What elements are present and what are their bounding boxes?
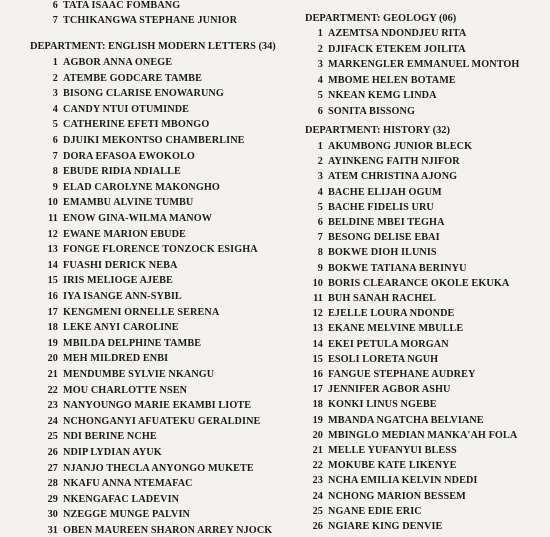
entry-name: EKEI PETULA MORGAN — [328, 338, 449, 350]
entry-name: AGBOR ANNA ONEGE — [63, 57, 173, 68]
entry-number: 6 — [317, 217, 323, 228]
entry-number: 31 — [47, 525, 58, 536]
entry-name: MENDUMBE SYLVIE NKANGU — [63, 369, 215, 380]
entry-number: 9 — [52, 181, 58, 193]
list-item — [305, 445, 457, 457]
entry-number: 1 — [317, 141, 323, 152]
entry-name: FANGUE STEPHANE AUDREY — [328, 369, 476, 380]
entry-name: IRIS MELIOGE AJEBE — [63, 275, 173, 287]
entry-number: 18 — [47, 322, 58, 334]
list-item — [305, 506, 422, 518]
list-item — [305, 384, 450, 396]
list-item — [305, 187, 442, 199]
entry-name: ATEM CHRISTINA AJONG — [328, 171, 458, 183]
entry-number: 5 — [317, 201, 323, 213]
list-item — [305, 141, 472, 153]
list-item — [31, 447, 162, 459]
entry-name: AYINKENG FAITH NJIFOR — [328, 156, 460, 168]
list-item — [31, 525, 272, 537]
entry-name: NCHA EMILIA KELVIN NDEDI — [328, 475, 478, 487]
entry-name: EMAMBU ALVINE TUMBU — [63, 197, 194, 209]
entry-name: FUASHI DERICK NEBA — [63, 259, 178, 271]
list-item — [31, 509, 190, 521]
list-item — [31, 478, 193, 490]
entry-name: NKAFU ANNA NTEMAFAC — [63, 478, 193, 490]
list-item — [31, 307, 219, 319]
entry-number: 11 — [313, 293, 323, 304]
entry-name: BOKWE TATIANA BERINYU — [328, 262, 467, 274]
entry-number: 30 — [47, 509, 58, 521]
list-item — [305, 399, 437, 411]
list-item — [305, 430, 517, 442]
entry-number: 25 — [47, 431, 58, 443]
list-item — [31, 431, 157, 443]
list-item — [38, 0, 180, 12]
entry-number: 4 — [317, 74, 323, 86]
entry-name: EWANE MARION EBUDE — [63, 228, 186, 240]
entry-name: NKENGAFAC LADEVIN — [63, 493, 180, 505]
entry-name: EBUDE RIDIA NDIALLE — [63, 166, 181, 178]
entry-name: TATA ISAAC FOMBANG — [63, 0, 181, 11]
entry-number: 10 — [47, 197, 58, 209]
entry-number: 4 — [52, 103, 58, 115]
entry-number: 21 — [47, 369, 58, 380]
entry-number: 16 — [312, 369, 323, 380]
entry-name: EKANE MELVINE MBULLE — [328, 323, 464, 335]
list-item — [31, 135, 245, 147]
entry-name: NJANJO THECLA ANYONGO MUKETE — [63, 462, 254, 474]
entry-name: ATEMBE GODCARE TAMBE — [63, 72, 202, 84]
list-item — [31, 166, 181, 178]
entry-number: 11 — [48, 213, 58, 224]
entry-name: JENNIFER AGBOR ASHU — [328, 384, 451, 396]
list-item — [305, 171, 457, 183]
list-item — [305, 28, 466, 40]
entry-number: 25 — [312, 505, 323, 517]
entry-number: 7 — [317, 232, 323, 244]
list-item — [31, 260, 177, 272]
entry-name: NGANE EDIE ERIC — [328, 505, 422, 517]
entry-number: 13 — [312, 323, 323, 335]
entry-number: 13 — [47, 244, 58, 256]
entry-name: NCHONGANYI AFUATEKU GERALDINE — [63, 415, 261, 427]
entry-name: NKEAN KEMG LINDA — [328, 90, 437, 101]
entry-number: 6 — [317, 105, 323, 117]
entry-name: KENGMENI ORNELLE SERENA — [63, 306, 220, 318]
entry-number: 21 — [312, 445, 323, 456]
entry-name: MEH MILDRED ENBI — [63, 353, 169, 365]
list-item — [31, 182, 220, 194]
entry-number: 17 — [47, 306, 58, 318]
list-item — [31, 213, 212, 225]
entry-name: MBANDA NGATCHA BELVIANE — [328, 414, 484, 426]
list-item — [305, 460, 457, 472]
entry-name: NANYOUNGO MARIE EKAMBI LIOTE — [63, 400, 252, 412]
list-item — [31, 73, 202, 85]
list-item — [31, 197, 193, 209]
entry-name: NZEGGE MUNGE PALVIN — [63, 509, 190, 521]
entry-name: EJELLE LOURA NDONDE — [328, 308, 455, 320]
entry-number: 16 — [47, 291, 58, 302]
entry-name: MBINGLO MEDIAN MANKA'AH FOLA — [328, 429, 518, 441]
entry-number: 3 — [317, 59, 323, 70]
entry-name: MBILDA DELPHINE TAMBE — [63, 337, 202, 349]
entry-number: 23 — [312, 475, 323, 487]
list-item — [31, 338, 201, 350]
entry-number: 19 — [312, 414, 323, 426]
list-item — [305, 90, 437, 102]
list-item — [31, 400, 251, 412]
entry-number: 29 — [47, 493, 58, 505]
entry-name: ENOW GINA-WILMA MANOW — [63, 213, 213, 224]
entry-number: 15 — [47, 275, 58, 287]
entry-name: DJUIKI MEKONTSO CHAMBERLINE — [63, 135, 245, 146]
entry-name: DJIFACK ETEKEM JOILITA — [328, 43, 466, 55]
entry-number: 26 — [312, 521, 323, 532]
list-item — [31, 151, 195, 163]
entry-number: 8 — [317, 247, 323, 259]
entry-name: CATHERINE EFETI MBONGO — [63, 119, 210, 131]
entry-number: 6 — [52, 0, 58, 11]
entry-number: 27 — [47, 462, 58, 474]
list-item — [305, 354, 438, 366]
entry-number: 3 — [52, 88, 58, 100]
list-item — [305, 323, 463, 335]
entry-name: AKUMBONG JUNIOR BLECK — [328, 141, 473, 152]
list-item — [305, 293, 436, 305]
list-item — [31, 104, 189, 116]
entry-name: ELAD CAROLYNE MAKONGHO — [63, 181, 220, 193]
list-item — [31, 353, 168, 365]
entry-number: 18 — [312, 399, 323, 411]
list-item — [31, 57, 172, 69]
entry-number: 17 — [312, 384, 323, 396]
entry-name: CANDY NTUI OTUMINDE — [63, 103, 190, 115]
entry-number: 2 — [52, 72, 58, 84]
list-item — [31, 291, 182, 303]
list-item — [31, 416, 260, 428]
entry-name: AZEMTSA NDONDJEU RITA — [328, 28, 467, 39]
list-item — [305, 263, 467, 275]
entry-name: BACHE FIDELIS URU — [328, 201, 434, 213]
entry-number: 24 — [312, 490, 323, 502]
list-item — [31, 244, 258, 256]
list-item — [31, 88, 224, 100]
entry-name: BOKWE DIOH ILUNIS — [328, 247, 437, 259]
list-item — [31, 322, 179, 334]
entry-name: SONITA BISSONG — [328, 105, 415, 117]
entry-number: 4 — [317, 186, 323, 198]
list-item — [31, 229, 186, 241]
entry-name: BESONG DELISE EBAI — [328, 232, 440, 244]
list-item — [305, 59, 519, 71]
entry-number: 1 — [52, 57, 58, 68]
entry-number: 22 — [47, 384, 58, 396]
entry-name: NDIP LYDIAN AYUK — [63, 447, 162, 458]
list-item — [305, 475, 478, 487]
list-item — [31, 275, 173, 287]
entry-name: BACHE ELIJAH OGUM — [328, 186, 442, 198]
list-item — [305, 491, 466, 503]
entry-number: 24 — [47, 415, 58, 427]
entry-name: NGIARE KING DENVIE — [328, 521, 443, 532]
list-item — [305, 202, 434, 214]
list-item — [305, 247, 437, 259]
list-item — [305, 415, 484, 427]
entry-name: MOU CHARLOTTE NSEN — [63, 384, 188, 396]
entry-number: 7 — [52, 15, 58, 26]
entry-number: 28 — [47, 478, 58, 490]
entry-number: 3 — [317, 171, 323, 183]
entry-number: 9 — [317, 262, 323, 274]
entry-number: 5 — [317, 90, 323, 101]
list-item — [31, 369, 214, 381]
list-item — [305, 156, 460, 168]
list-item — [31, 385, 187, 397]
list-item — [305, 232, 440, 244]
list-item — [305, 369, 475, 381]
entry-name: DORA EFASOA EWOKOLO — [63, 150, 195, 162]
entry-number: 1 — [317, 28, 323, 39]
list-item — [305, 44, 466, 56]
entry-number: 22 — [312, 460, 323, 472]
entry-name: OBEN MAUREEN SHARON ARREY NJOCK — [63, 525, 273, 536]
section-heading-history: DEPARTMENT: HISTORY (32) — [305, 125, 450, 136]
list-item — [38, 15, 237, 27]
entry-name: MARKENGLER EMMANUEL MONTOH — [328, 59, 520, 70]
entry-name: KONKI LINUS NGEBE — [328, 399, 437, 411]
entry-name: NDI BERINE NCHE — [63, 431, 157, 443]
list-item — [305, 521, 442, 533]
entry-number: 10 — [312, 277, 323, 289]
entry-name: MELLE YUFANYUI BLESS — [328, 445, 457, 456]
entry-number: 2 — [317, 156, 323, 168]
entry-name: BORIS CLEARANCE OKOLE EKUKA — [328, 277, 510, 289]
list-item — [305, 339, 449, 351]
entry-name: LEKE ANYI CAROLINE — [63, 322, 179, 334]
entry-number: 2 — [317, 43, 323, 55]
list-item — [305, 308, 454, 320]
list-item — [305, 106, 415, 118]
entry-number: 14 — [47, 259, 58, 271]
list-item — [31, 119, 209, 131]
entry-name: BUH SANAH RACHEL — [328, 293, 437, 304]
entry-number: 8 — [52, 166, 58, 178]
section-heading-geology: DEPARTMENT: GEOLOGY (06) — [305, 13, 457, 24]
list-item — [31, 463, 254, 475]
entry-number: 26 — [47, 447, 58, 458]
entry-number: 7 — [52, 150, 58, 162]
entry-number: 5 — [52, 119, 58, 131]
entry-name: BISONG CLARISE ENOWARUNG — [63, 88, 224, 100]
entry-name: BELDINE MBEI TEGHA — [328, 217, 445, 228]
entry-name: MBOME HELEN BOTAME — [328, 74, 456, 86]
entry-number: 12 — [312, 308, 323, 320]
entry-number: 23 — [47, 400, 58, 412]
entry-number: 14 — [312, 338, 323, 350]
list-item — [305, 278, 509, 290]
list-item — [305, 217, 445, 229]
entry-number: 20 — [312, 429, 323, 441]
entry-name: TCHIKANGWA STEPHANE JUNIOR — [63, 15, 238, 26]
entry-number: 12 — [47, 228, 58, 240]
entry-name: FONGE FLORENCE TONZOCK ESIGHA — [63, 244, 258, 256]
entry-name: IYA ISANGE ANN-SYBIL — [63, 291, 182, 302]
entry-number: 15 — [312, 353, 323, 365]
section-heading-english: DEPARTMENT: ENGLISH MODERN LETTERS (34) — [30, 41, 276, 52]
list-item — [305, 75, 456, 87]
entry-name: ESOLI LORETA NGUH — [328, 353, 439, 365]
entry-number: 6 — [52, 135, 58, 146]
entry-number: 20 — [47, 353, 58, 365]
entry-name: MOKUBE KATE LIKENYE — [328, 460, 457, 472]
entry-name: NCHONG MARION BESSEM — [328, 490, 466, 502]
entry-number: 19 — [47, 337, 58, 349]
